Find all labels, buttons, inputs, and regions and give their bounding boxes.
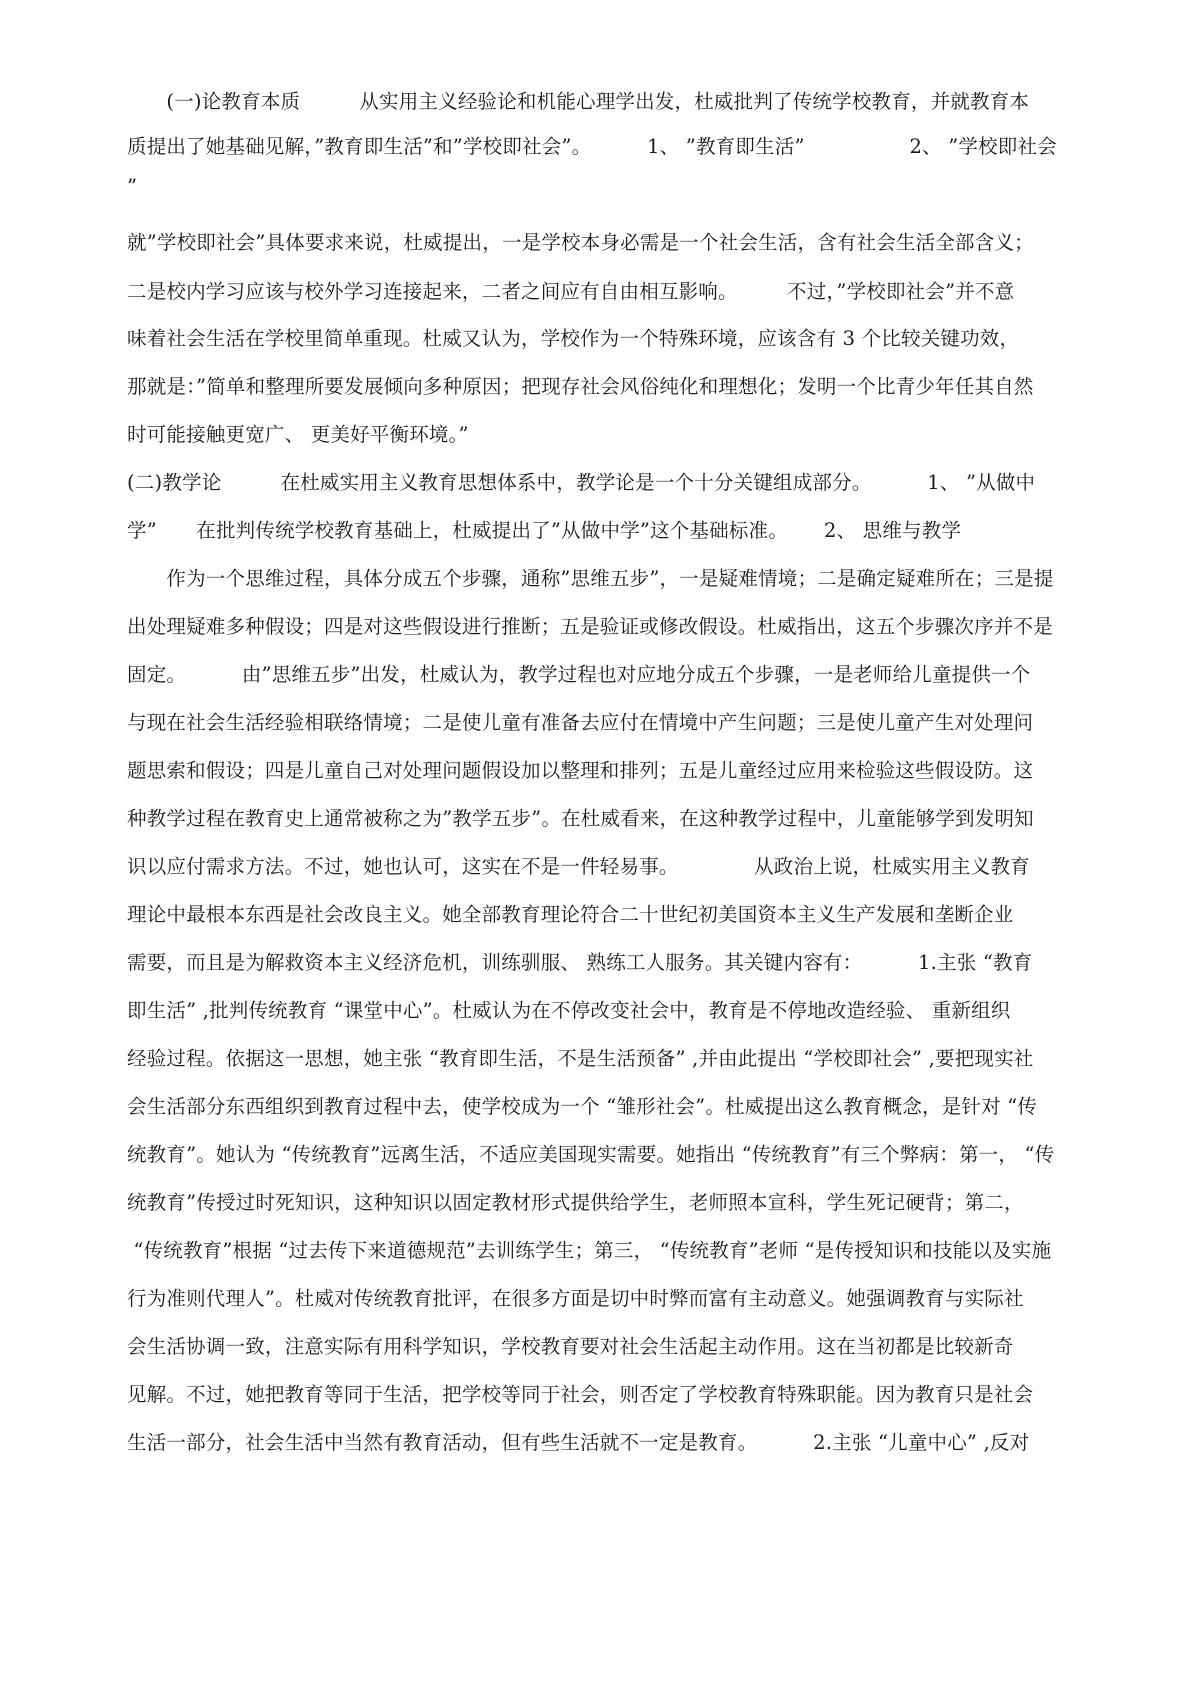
text-line: 行为准则代理人”。杜威对传统教育批评，在很多方面是切中时弊而富有主动意义。她强调教育与实际社 — [127, 1287, 1024, 1310]
text-line: 固定。 由”思维五步”出发，杜威认为，教学过程也对应地分成五个步骤，一是老师给儿童提供一个 — [127, 663, 1031, 686]
text-line: 需要，而且是为解救资本主义经济危机，训练驯服、 熟练工人服务。其关键内容有： 1.主张 “教育 — [127, 951, 1033, 974]
text-line: 统教育”。她认为 “传统教育”远离生活，不适应美国现实需要。她指出 “传统教育”有三个弊病：第一， “传 — [127, 1143, 1055, 1166]
text-line: 时可能接触更宽广、 更美好平衡环境。” — [127, 423, 469, 446]
text-line: 经验过程。依据这一思想，她主张 “教育即生活，不是生活预备” ,并由此提出 “学校即社会” ,要把现实社 — [127, 1047, 1034, 1070]
text-line: 即生活” ,批判传统教育 “课堂中心”。杜威认为在不停改变社会中，教育是不停地改造经验、 重新组织 — [127, 999, 1011, 1022]
text-line: 见解。不过，她把教育等同于生活，把学校等同于社会，则否定了学校教育特殊职能。因为教育只是社会 — [127, 1383, 1034, 1406]
text-line: 题思索和假设；四是儿童自己对处理问题假设加以整理和排列；五是儿童经过应用来检验这些假设防。这 — [127, 759, 1034, 782]
text-line: 会生活部分东西组织到教育过程中去，使学校成为一个 “雏形社会”。杜威提出这么教育概念，是针对 “传 — [127, 1095, 1038, 1118]
text-line: 与现在社会生活经验相联络情境；二是使儿童有准备去应付在情境中产生问题；三是使儿童产生对处理问 — [127, 711, 1034, 734]
text-line: (二)教学论 在杜威实用主义教育思想体系中，教学论是一个十分关键组成部分。 1、 ”从做中 — [127, 471, 1036, 494]
text-line: (一)论教育本质 从实用主义经验论和机能心理学出发，杜威批判了传统学校教育，并就教育本 — [127, 90, 1030, 113]
text-line: 就”学校即社会”具体要求来说，杜威提出，一是学校本身必需是一个社会生活，含有社会生活全部含义； — [127, 231, 1034, 254]
text-line: 作为一个思维过程，具体分成五个步骤，通称”思维五步”，一是疑难情境；二是确定疑难所在；三是提 — [127, 567, 1054, 590]
text-line: 识以应付需求方法。不过，她也认可，这实在不是一件轻易事。 从政治上说，杜威实用主义教育 — [127, 855, 1030, 878]
text-line: “传统教育”根据 “过去传下来道德规范”去训练学生；第三， “传统教育”老师 “是传授知识和技能以及实施 — [127, 1239, 1052, 1262]
text-line: 味着社会生活在学校里简单重现。杜威又认为，学校作为一个特殊环境，应该含有 3 个比较关键功效， — [127, 327, 1020, 350]
text-line: 理论中最根本东西是社会改良主义。她全部教育理论符合二十世纪初美国资本主义生产发展和垄断企业 — [127, 903, 1014, 926]
text-line: 生活一部分，社会生活中当然有教育活动，但有些生活就不一定是教育。 2.主张 “儿童中心” ,反对 — [127, 1431, 1030, 1454]
text-line: 质提出了她基础见解，”教育即生活”和”学校即社会”。 1、 ”教育即生活” 2、 ”学校即社会 — [127, 135, 1057, 158]
text-line: 学” 在批判传统学校教育基础上，杜威提出了”从做中学”这个基础标准。 2、 思维与教学 — [127, 519, 962, 542]
text-line: 那就是：”简单和整理所要发展倾向多种原因；把现存社会风俗纯化和理想化；发明一个比青少年任其自然 — [127, 375, 1034, 398]
text-line: ” — [127, 175, 138, 198]
text-line: 种教学过程在教育史上通常被称之为”教学五步”。在杜威看来，在这种教学过程中，儿童能够学到发明知 — [127, 807, 1034, 830]
text-line: 出处理疑难多种假设；四是对这些假设进行推断；五是验证或修改假设。杜威指出，这五个步骤次序并不是 — [127, 615, 1053, 638]
text-line: 二是校内学习应该与校外学习连接起来，二者之间应有自由相互影响。 不过，”学校即社会”并不意 — [127, 280, 1015, 303]
text-line: 会生活协调一致，注意实际有用科学知识，学校教育要对社会生活起主动作用。这在当初都是比较新奇 — [127, 1335, 1014, 1358]
text-line: 统教育”传授过时死知识，这种知识以固定教材形式提供给学生，老师照本宣科，学生死记硬背；第二， — [127, 1191, 1024, 1214]
